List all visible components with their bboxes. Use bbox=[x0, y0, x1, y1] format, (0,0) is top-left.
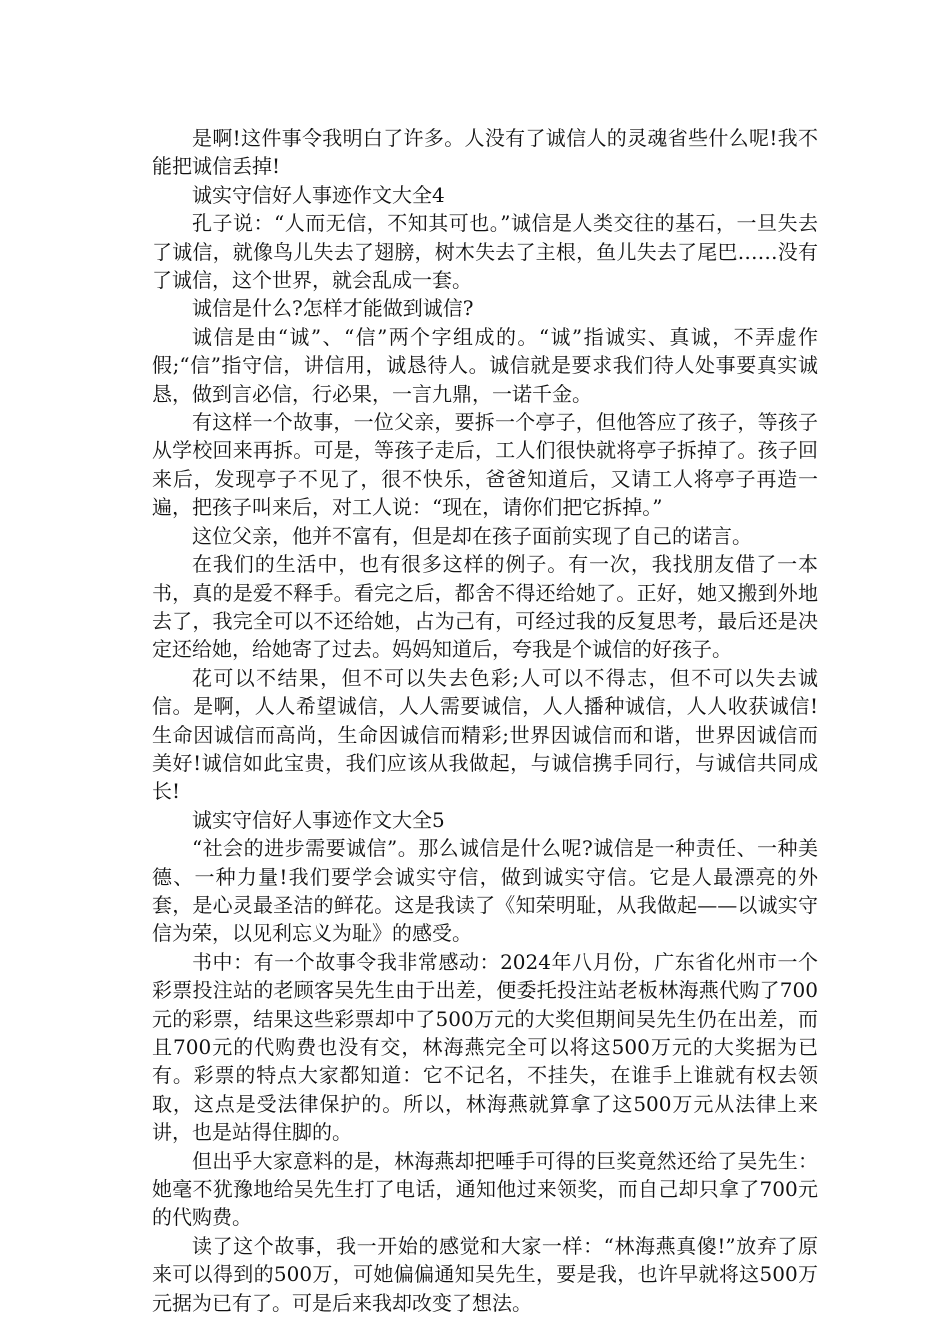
paragraph-6: 有这样一个故事，一位父亲，要拆一个亭子，但他答应了孩子，等孩子从学校回来再拆。可是，等孩子走后，工人们很快就将亭子拆掉了。孩子回来后，发现亭子不见了，很不快乐，爸爸知道后，又请工人将亭子再造一遍，把孩子叫来后，对工人说：“现在，请你们把它拆掉。” bbox=[152, 410, 818, 520]
paragraph-11: “社会的进步需要诚信”。那么诚信是什么呢?诚信是一种责任、一种美德、一种力量!我们要学会诚实守信，做到诚实守信。它是人最漂亮的外套，是心灵最圣洁的鲜花。这是我读了《知荣明耻，从我做起——以诚实守信为荣，以见利忘义为耻》的感受。 bbox=[152, 836, 818, 946]
paragraph-12: 书中：有一个故事令我非常感动：2024年八月份，广东省化州市一个彩票投注站的老顾客吴先生由于出差，便委托投注站老板林海燕代购了700元的彩票，结果这些彩票却中了500万元的大奖但期间吴先生仍在出差，而且700元的代购费也没有交，林海燕完全可以将这500万元的大奖据为已有。彩票的特点大家都知道：它不记名，不挂失，在谁手上谁就有权去领取，这点是受法律保护的。所以，林海燕就算拿了这500万元从法律上来讲，也是站得住脚的。 bbox=[152, 949, 818, 1145]
paragraph-7: 这位父亲，他并不富有，但是却在孩子面前实现了自己的诺言。 bbox=[192, 523, 752, 548]
document-page bbox=[152, 124, 818, 1317]
section-heading-4: 诚实守信好人事迹作文大全4 bbox=[192, 182, 445, 207]
section-heading-5: 诚实守信好人事迹作文大全5 bbox=[192, 807, 445, 832]
paragraph-1: 是啊!这件事令我明白了许多。人没有了诚信人的灵魂省些什么呢!我不能把诚信丢掉! bbox=[152, 126, 818, 179]
paragraph-5: 诚信是由“诚”、“信”两个字组成的。“诚”指诚实、真诚，不弄虚作假;“信”指守信，讲信用，诚恳待人。诚信就是要求我们待人处事要真实诚恳，做到言必信，行必果，一言九鼎，一诺千金。 bbox=[152, 324, 818, 406]
paragraph-4: 诚信是什么?怎样才能做到诚信? bbox=[192, 296, 474, 321]
paragraph-3: 孔子说：“人而无信，不知其可也。”诚信是人类交往的基石，一旦失去了诚信，就像鸟儿失去了翅膀，树木失去了主根，鱼儿失去了尾巴……没有了诚信，这个世界，就会乱成一套。 bbox=[152, 211, 818, 293]
paragraph-8: 在我们的生活中，也有很多这样的例子。有一次，我找朋友借了一本书，真的是爱不释手。看完之后，都舍不得还给她了。正好，她又搬到外地去了，我完全可以不还给她，占为己有，可经过我的反复思考，最后还是决定还给她，给她寄了过去。妈妈知道后，夸我是个诚信的好孩子。 bbox=[152, 552, 818, 662]
paragraph-9: 花可以不结果，但不可以失去色彩;人可以不得志，但不可以失去诚信。是啊，人人希望诚信，人人需要诚信，人人播种诚信，人人收获诚信!生命因诚信而高尚，生命因诚信而精彩;世界因诚信而和谐，世界因诚信而美好!诚信如此宝贵，我们应该从我做起，与诚信携手同行，与诚信共同成长! bbox=[152, 665, 818, 804]
paragraph-14: 读了这个故事，我一开始的感觉和大家一样：“林海燕真傻!”放弃了原来可以得到的500万，可她偏偏通知吴先生，要是我，也许早就将这500万元据为已有了。可是后来我却改变了想法。 bbox=[152, 1233, 818, 1315]
paragraph-13: 但出乎大家意料的是，林海燕却把唾手可得的巨奖竟然还给了吴先生：她毫不犹豫地给吴先生打了电话，通知他过来领奖，而自己却只拿了700元的代购费。 bbox=[152, 1148, 818, 1230]
